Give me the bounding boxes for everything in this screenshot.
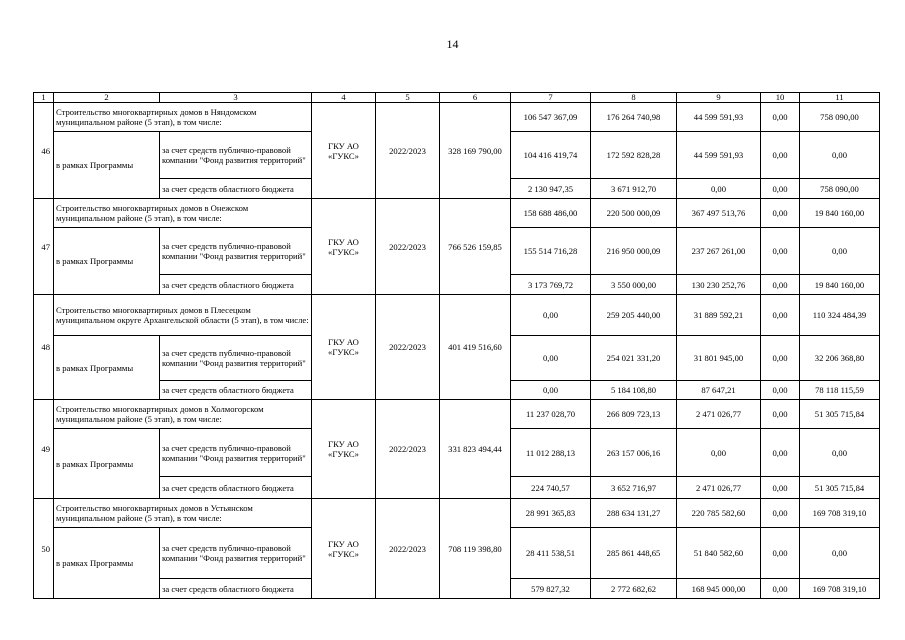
amount-cell: 216 950 000,09 (591, 228, 677, 275)
amount-cell: 176 264 740,98 (591, 103, 677, 132)
total-cost: 708 119 398,80 (440, 499, 511, 599)
table-row (34, 199, 880, 228)
column-header-row (34, 93, 880, 103)
source-fund: за счет средств публично-правовой компании "Фонд развития территорий" (160, 132, 312, 179)
amount-cell: 155 514 716,28 (511, 228, 591, 275)
amount-cell: 51 840 582,60 (677, 528, 761, 579)
source-fund: за счет средств публично-правовой компании "Фонд развития территорий" (160, 528, 312, 579)
amount-cell: 263 157 006,16 (591, 429, 677, 477)
amount-cell: 51 305 715,84 (800, 477, 880, 499)
amount-cell: 220 785 582,60 (677, 499, 761, 528)
amount-cell: 0,00 (761, 429, 800, 477)
col-header: 6 (440, 93, 511, 103)
col-header: 10 (761, 93, 800, 103)
source-regional: за счет средств областного бюджета (160, 179, 312, 199)
source-regional: за счет средств областного бюджета (160, 579, 312, 599)
amount-cell: 259 205 440,00 (591, 295, 677, 336)
amount-cell: 5 184 108,80 (591, 381, 677, 400)
object-title: Строительство многоквартирных домов в Няндомском муниципальном районе (5 этап), в том числе: (54, 103, 312, 132)
source-fund: за счет средств публично-правовой компании "Фонд развития территорий" (160, 429, 312, 477)
amount-cell: 169 708 319,10 (800, 579, 880, 599)
program-frame: в рамках Программы (54, 228, 160, 295)
col-header: 7 (511, 93, 591, 103)
col-header: 11 (800, 93, 880, 103)
amount-cell: 0,00 (761, 477, 800, 499)
row-number: 49 (34, 400, 54, 499)
amount-cell: 51 305 715,84 (800, 400, 880, 429)
period: 2022/2023 (376, 499, 440, 599)
amount-cell: 285 861 448,65 (591, 528, 677, 579)
row-number: 50 (34, 499, 54, 599)
amount-cell: 224 740,57 (511, 477, 591, 499)
source-regional: за счет средств областного бюджета (160, 381, 312, 400)
amount-cell: 104 416 419,74 (511, 132, 591, 179)
amount-cell: 110 324 484,39 (800, 295, 880, 336)
table-row (34, 499, 880, 528)
organization: ГКУ АО «ГУКС» (312, 499, 376, 599)
amount-cell: 28 991 365,83 (511, 499, 591, 528)
program-table (33, 92, 880, 599)
row-number: 48 (34, 295, 54, 400)
amount-cell: 28 411 538,51 (511, 528, 591, 579)
row-number: 47 (34, 199, 54, 295)
amount-cell: 3 671 912,70 (591, 179, 677, 199)
amount-cell: 266 809 723,13 (591, 400, 677, 429)
amount-cell: 0,00 (761, 400, 800, 429)
amount-cell: 2 471 026,77 (677, 400, 761, 429)
amount-cell: 0,00 (761, 295, 800, 336)
amount-cell: 158 688 486,00 (511, 199, 591, 228)
amount-cell: 0,00 (761, 179, 800, 199)
period: 2022/2023 (376, 295, 440, 400)
amount-cell: 0,00 (761, 199, 800, 228)
amount-cell: 0,00 (761, 336, 800, 381)
amount-cell: 0,00 (800, 132, 880, 179)
source-fund: за счет средств публично-правовой компании "Фонд развития территорий" (160, 336, 312, 381)
table-row (34, 400, 880, 429)
amount-cell: 579 827,32 (511, 579, 591, 599)
amount-cell: 0,00 (761, 499, 800, 528)
organization: ГКУ АО «ГУКС» (312, 400, 376, 499)
total-cost: 766 526 159,85 (440, 199, 511, 295)
amount-cell: 11 012 288,13 (511, 429, 591, 477)
amount-cell: 44 599 591,93 (677, 132, 761, 179)
organization: ГКУ АО «ГУКС» (312, 199, 376, 295)
period: 2022/2023 (376, 199, 440, 295)
amount-cell: 2 130 947,35 (511, 179, 591, 199)
amount-cell: 2 471 026,77 (677, 477, 761, 499)
object-title: Строительство многоквартирных домов в Онежском муниципальном районе (5 этап), в том числе: (54, 199, 312, 228)
organization: ГКУ АО «ГУКС» (312, 295, 376, 400)
amount-cell: 31 889 592,21 (677, 295, 761, 336)
amount-cell: 0,00 (800, 429, 880, 477)
total-cost: 331 823 494,44 (440, 400, 511, 499)
amount-cell: 44 599 591,93 (677, 103, 761, 132)
col-header: 3 (160, 93, 312, 103)
amount-cell: 0,00 (677, 429, 761, 477)
amount-cell: 19 840 160,00 (800, 199, 880, 228)
amount-cell: 3 652 716,97 (591, 477, 677, 499)
col-header: 1 (34, 93, 54, 103)
amount-cell: 0,00 (761, 228, 800, 275)
amount-cell: 78 118 115,59 (800, 381, 880, 400)
program-frame: в рамках Программы (54, 429, 160, 499)
amount-cell: 0,00 (761, 103, 800, 132)
page-number: 14 (446, 37, 459, 51)
source-regional: за счет средств областного бюджета (160, 275, 312, 295)
table-row (34, 295, 880, 336)
program-frame: в рамках Программы (54, 528, 160, 599)
amount-cell: 3 173 769,72 (511, 275, 591, 295)
organization: ГКУ АО «ГУКС» (312, 103, 376, 199)
amount-cell: 31 801 945,00 (677, 336, 761, 381)
amount-cell: 0,00 (761, 381, 800, 400)
amount-cell: 254 021 331,20 (591, 336, 677, 381)
program-frame: в рамках Программы (54, 132, 160, 199)
source-fund: за счет средств публично-правовой компании "Фонд развития территорий" (160, 228, 312, 275)
amount-cell: 758 090,00 (800, 179, 880, 199)
period: 2022/2023 (376, 103, 440, 199)
amount-cell: 237 267 261,00 (677, 228, 761, 275)
amount-cell: 168 945 000,00 (677, 579, 761, 599)
row-number: 46 (34, 103, 54, 199)
amount-cell: 0,00 (761, 275, 800, 295)
amount-cell: 87 647,21 (677, 381, 761, 400)
amount-cell: 0,00 (761, 528, 800, 579)
amount-cell: 0,00 (511, 381, 591, 400)
source-regional: за счет средств областного бюджета (160, 477, 312, 499)
col-header: 5 (376, 93, 440, 103)
col-header: 9 (677, 93, 761, 103)
amount-cell: 758 090,00 (800, 103, 880, 132)
period: 2022/2023 (376, 400, 440, 499)
object-title: Строительство многоквартирных домов в Холмогорском муниципальном районе (5 этап), в том числе: (54, 400, 312, 429)
amount-cell: 3 550 000,00 (591, 275, 677, 295)
amount-cell: 367 497 513,76 (677, 199, 761, 228)
amount-cell: 32 206 368,80 (800, 336, 880, 381)
amount-cell: 130 230 252,76 (677, 275, 761, 295)
amount-cell: 0,00 (677, 179, 761, 199)
col-header: 8 (591, 93, 677, 103)
total-cost: 328 169 790,00 (440, 103, 511, 199)
object-title: Строительство многоквартирных домов в Плесецком муниципальном округе Архангельской области (5 этап), в том числе: (54, 295, 312, 336)
amount-cell: 0,00 (761, 132, 800, 179)
object-title: Строительство многоквартирных домов в Устьянском муниципальном районе (5 этап), в том числе: (54, 499, 312, 528)
amount-cell: 11 237 028,70 (511, 400, 591, 429)
total-cost: 401 419 516,60 (440, 295, 511, 400)
amount-cell: 0,00 (800, 228, 880, 275)
amount-cell: 0,00 (511, 336, 591, 381)
amount-cell: 0,00 (761, 579, 800, 599)
amount-cell: 172 592 828,28 (591, 132, 677, 179)
col-header: 2 (54, 93, 160, 103)
amount-cell: 220 500 000,09 (591, 199, 677, 228)
amount-cell: 19 840 160,00 (800, 275, 880, 295)
program-frame: в рамках Программы (54, 336, 160, 400)
amount-cell: 169 708 319,10 (800, 499, 880, 528)
amount-cell: 106 547 367,09 (511, 103, 591, 132)
amount-cell: 2 772 682,62 (591, 579, 677, 599)
col-header: 4 (312, 93, 376, 103)
amount-cell: 288 634 131,27 (591, 499, 677, 528)
amount-cell: 0,00 (511, 295, 591, 336)
table-row (34, 103, 880, 132)
amount-cell: 0,00 (800, 528, 880, 579)
